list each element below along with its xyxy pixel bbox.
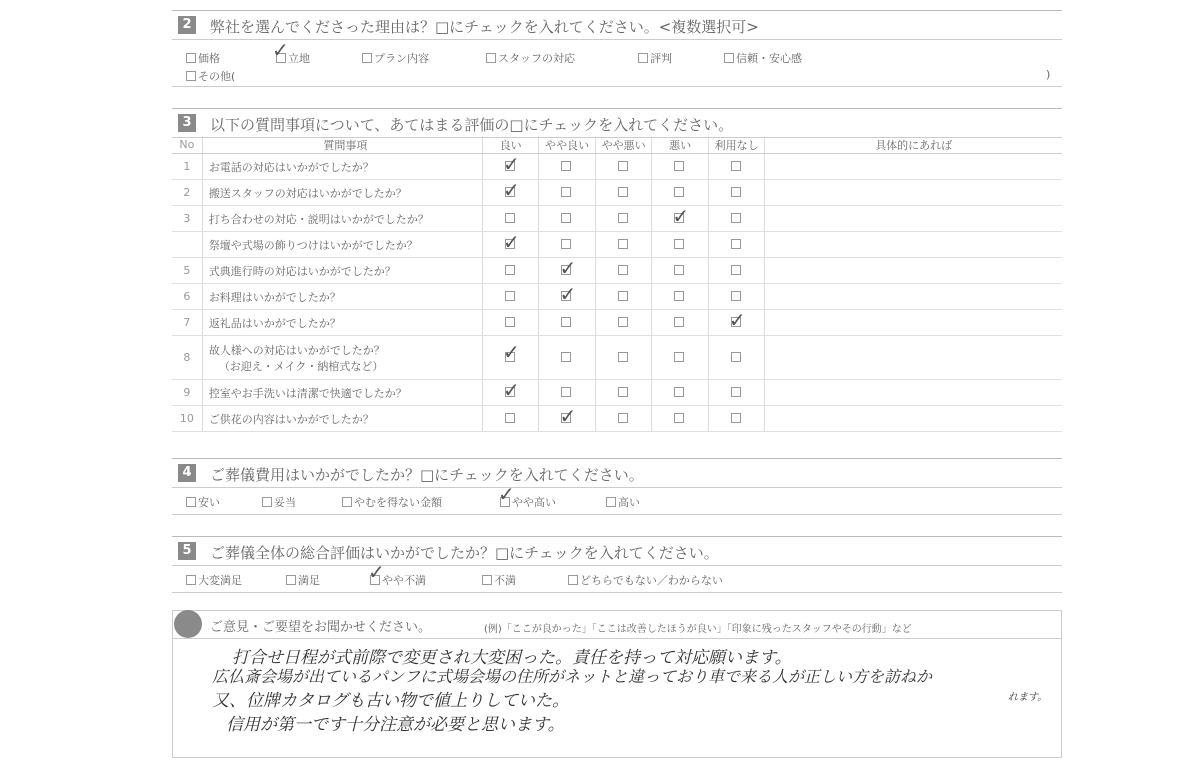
- question-text: お電話の対応はいかがでしたか？: [208, 160, 374, 174]
- comment-cell[interactable]: [765, 180, 1062, 206]
- rating-cell[interactable]: [482, 258, 538, 284]
- rating-cell[interactable]: [539, 380, 595, 406]
- comment-cell[interactable]: [765, 310, 1062, 336]
- rating-cell[interactable]: [652, 180, 708, 206]
- question-cell: [202, 310, 482, 336]
- option-slightly-dissatisfied[interactable]: やや不満: [370, 572, 426, 588]
- checkbox[interactable]: [731, 291, 741, 301]
- rating-cell[interactable]: [652, 206, 708, 232]
- option-neither[interactable]: どちらでもない／わからない: [568, 572, 723, 588]
- question-text: 祭壇や式場の飾りつけはいかがでしたか？: [208, 238, 418, 252]
- rating-cell[interactable]: [539, 336, 595, 380]
- rating-cell[interactable]: [482, 406, 538, 432]
- rating-cell[interactable]: [652, 406, 708, 432]
- question-cell: [202, 406, 482, 432]
- table-row: [172, 206, 1062, 232]
- rating-cell[interactable]: [482, 336, 538, 380]
- question-cell: [202, 258, 482, 284]
- rating-cell[interactable]: [595, 284, 651, 310]
- checkbox[interactable]: [561, 387, 571, 397]
- check-mark-icon: ✓: [272, 38, 289, 62]
- checkbox[interactable]: [618, 317, 628, 327]
- check-mark-icon: ✓: [672, 204, 690, 228]
- row-number: 10: [172, 406, 202, 432]
- question-text: 控室やお手洗いは清潔で快適でしたか？: [208, 386, 407, 400]
- checkbox[interactable]: [505, 265, 515, 275]
- handwritten-line-3: 又、位牌カタログも古い物で値上りしていた。: [212, 691, 569, 711]
- rating-cell[interactable]: [539, 232, 595, 258]
- row-number: [172, 232, 202, 258]
- comment-cell[interactable]: [765, 380, 1062, 406]
- table-row: [172, 232, 1062, 258]
- rating-cell[interactable]: [652, 380, 708, 406]
- header-comment: 具体的にあれば: [765, 136, 1062, 154]
- rating-cell[interactable]: [539, 310, 595, 336]
- checkbox[interactable]: [674, 352, 684, 362]
- option-other[interactable]: その他(: [186, 68, 235, 84]
- section-number: 5: [178, 542, 196, 560]
- header-fairly-bad: やや悪い: [595, 136, 651, 154]
- rating-cell[interactable]: [652, 336, 708, 380]
- checkbox[interactable]: [731, 352, 741, 362]
- checkbox[interactable]: [618, 387, 628, 397]
- checkbox[interactable]: [561, 187, 571, 197]
- comment-cell[interactable]: [765, 154, 1062, 180]
- checkbox[interactable]: [731, 239, 741, 249]
- rating-table: [172, 136, 1062, 432]
- handwritten-line-2: 広仏斎会場が出ているパンフに式場会場の住所がネットと違っており車で来る人が正しい方を訪ねか: [212, 667, 933, 686]
- option-plan[interactable]: プラン内容: [362, 50, 429, 66]
- rating-cell[interactable]: [539, 180, 595, 206]
- section-4: [172, 458, 1062, 514]
- rating-cell[interactable]: [708, 310, 764, 336]
- question-text: お料理はいかがでしたか？: [208, 290, 341, 304]
- rating-cell[interactable]: [595, 336, 651, 380]
- checkbox[interactable]: [674, 413, 684, 423]
- question-text: 返礼品はいかがでしたか？: [208, 316, 341, 330]
- question-subtext: （お迎え・メイク・納棺式など）: [218, 359, 384, 373]
- rating-cell[interactable]: [595, 380, 651, 406]
- checkbox[interactable]: [561, 213, 571, 223]
- table-header-row: [172, 136, 1062, 154]
- checkbox[interactable]: [618, 352, 628, 362]
- question-cell: [202, 336, 482, 380]
- rating-cell[interactable]: [652, 232, 708, 258]
- question-text: 式典進行時の対応はいかがでしたか？: [208, 264, 396, 278]
- rating-cell[interactable]: [708, 284, 764, 310]
- question-cell: [202, 232, 482, 258]
- checkbox[interactable]: [731, 265, 741, 275]
- table-row: [172, 336, 1062, 380]
- checkbox[interactable]: [618, 291, 628, 301]
- check-mark-icon: ✓: [559, 282, 577, 306]
- row-number: 8: [172, 336, 202, 380]
- row-number: 2: [172, 180, 202, 206]
- checkbox[interactable]: [618, 265, 628, 275]
- rating-cell[interactable]: [708, 154, 764, 180]
- checkbox[interactable]: [674, 291, 684, 301]
- rating-cell[interactable]: [482, 180, 538, 206]
- checkbox[interactable]: [731, 161, 741, 171]
- section-5-header: [172, 536, 1062, 566]
- header-fairly-good: やや良い: [539, 136, 595, 154]
- rating-cell[interactable]: [652, 154, 708, 180]
- rating-cell[interactable]: [482, 284, 538, 310]
- option-location[interactable]: 立地: [276, 50, 310, 66]
- comment-cell[interactable]: [765, 336, 1062, 380]
- check-mark-icon: ✓: [498, 482, 515, 506]
- option-staff[interactable]: スタッフの対応: [486, 50, 575, 66]
- section-title: ご意見・ご要望をお聞かせください。: [210, 620, 432, 635]
- check-mark-icon: ✓: [559, 404, 577, 428]
- handwritten-line-4: 信用が第一です十分注意が必要と思います。: [226, 715, 565, 735]
- rating-cell[interactable]: [595, 180, 651, 206]
- checkbox[interactable]: [561, 161, 571, 171]
- table-row: [172, 284, 1062, 310]
- option-other-close: ): [1046, 68, 1051, 81]
- section-title: 以下の質問事項について、あてはまる評価の□にチェックを入れてください。: [210, 116, 734, 134]
- checkbox[interactable]: [674, 161, 684, 171]
- rating-cell[interactable]: [652, 258, 708, 284]
- section-number: 4: [178, 464, 196, 482]
- checkbox[interactable]: [505, 291, 515, 301]
- rating-cell[interactable]: [482, 380, 538, 406]
- option-trust[interactable]: 信頼・安心感: [724, 50, 802, 66]
- checkbox[interactable]: [674, 239, 684, 249]
- checkbox[interactable]: [731, 413, 741, 423]
- rating-cell[interactable]: [482, 206, 538, 232]
- question-text: 打ち合わせの対応・説明はいかがでしたか？: [208, 212, 429, 226]
- checkbox[interactable]: [731, 387, 741, 397]
- rating-cell[interactable]: [708, 336, 764, 380]
- question-cell: [202, 206, 482, 232]
- checkbox[interactable]: [618, 187, 628, 197]
- section-4-header: [172, 458, 1062, 488]
- rating-cell[interactable]: [708, 180, 764, 206]
- checkbox[interactable]: [674, 187, 684, 197]
- rating-cell[interactable]: [708, 206, 764, 232]
- header-no: No: [172, 136, 202, 154]
- rating-cell[interactable]: [482, 232, 538, 258]
- comment-cell[interactable]: [765, 232, 1062, 258]
- check-mark-icon: ✓: [728, 308, 746, 332]
- table-row: [172, 406, 1062, 432]
- table-row: [172, 310, 1062, 336]
- checkbox[interactable]: [731, 213, 741, 223]
- comment-cell[interactable]: [765, 284, 1062, 310]
- rating-cell[interactable]: [482, 310, 538, 336]
- row-number: 7: [172, 310, 202, 336]
- option-cheap[interactable]: 安い: [186, 494, 220, 510]
- section-2: [172, 10, 1062, 86]
- option-high[interactable]: 高い: [606, 494, 640, 510]
- option-slightly-high[interactable]: やや高い: [500, 494, 556, 510]
- rating-cell[interactable]: [539, 154, 595, 180]
- check-mark-icon: ✓: [559, 256, 577, 280]
- checkbox[interactable]: [505, 213, 515, 223]
- rating-cell[interactable]: [595, 232, 651, 258]
- question-cell: [202, 180, 482, 206]
- row-number: 6: [172, 284, 202, 310]
- check-mark-icon: ✓: [502, 340, 520, 364]
- question-text: 搬送スタッフの対応はいかがでしたか？: [208, 186, 407, 200]
- handwritten-line-1: 打合せ日程が式前際で変更され大変困った。責任を持って対応願います。: [232, 648, 792, 668]
- checkbox[interactable]: [674, 317, 684, 327]
- rating-cell[interactable]: [708, 258, 764, 284]
- check-mark-icon: ✓: [502, 230, 520, 254]
- header-question: 質問事項: [202, 136, 482, 154]
- option-satisfied[interactable]: 満足: [286, 572, 320, 588]
- section-number: 3: [178, 114, 196, 132]
- header-bad: 悪い: [652, 136, 708, 154]
- comment-cell[interactable]: [765, 206, 1062, 232]
- rating-cell[interactable]: [652, 284, 708, 310]
- handwritten-aside: れます。: [1008, 692, 1048, 703]
- rating-cell[interactable]: [708, 380, 764, 406]
- header-not-used: 利用なし: [708, 136, 764, 154]
- section-3-header: [172, 108, 1062, 138]
- checkbox[interactable]: [561, 317, 571, 327]
- check-mark-icon: ✓: [502, 378, 520, 402]
- checkbox[interactable]: [674, 265, 684, 275]
- comment-example: (例)「ここが良かった」「ここは改善したほうが良い」「印象に残ったスタッフやその行動」など: [484, 624, 912, 635]
- table-row: [172, 258, 1062, 284]
- question-cell: [202, 284, 482, 310]
- checkbox[interactable]: [618, 161, 628, 171]
- table-row: [172, 380, 1062, 406]
- option-unavoidable[interactable]: やむを得ない金額: [342, 494, 442, 510]
- rating-cell[interactable]: [595, 406, 651, 432]
- section-3: [172, 108, 1062, 442]
- row-number: 1: [172, 154, 202, 180]
- section-title: ご葬儀費用はいかがでしたか？□にチェックを入れてください。: [210, 466, 644, 484]
- rating-cell[interactable]: [539, 206, 595, 232]
- section-title: 弊社を選んでくださった理由は？□にチェックを入れてください。<複数選択可>: [210, 18, 759, 36]
- comment-cell[interactable]: [765, 258, 1062, 284]
- option-price[interactable]: 価格: [186, 50, 220, 66]
- checkbox[interactable]: [561, 239, 571, 249]
- section-2-header: [172, 10, 1062, 40]
- checkbox[interactable]: [505, 413, 515, 423]
- question-text: 故人様への対応はいかがでしたか？: [208, 343, 385, 357]
- checkbox[interactable]: [618, 413, 628, 423]
- option-reasonable[interactable]: 妥当: [262, 494, 296, 510]
- rating-cell[interactable]: [708, 406, 764, 432]
- option-reputation[interactable]: 評判: [638, 50, 672, 66]
- rating-cell[interactable]: [595, 258, 651, 284]
- check-mark-icon: ✓: [368, 560, 385, 584]
- checkbox[interactable]: [505, 317, 515, 327]
- rating-cell[interactable]: [708, 232, 764, 258]
- rating-cell[interactable]: [595, 310, 651, 336]
- section-number: 2: [178, 16, 196, 34]
- table-row: [172, 154, 1062, 180]
- question-cell: [202, 154, 482, 180]
- option-dissatisfied[interactable]: 不満: [482, 572, 516, 588]
- rating-cell[interactable]: [539, 258, 595, 284]
- row-number: 5: [172, 258, 202, 284]
- rating-cell[interactable]: [595, 206, 651, 232]
- check-mark-icon: ✓: [502, 152, 520, 176]
- comment-bubble-icon: [174, 610, 202, 638]
- question-text: ご供花の内容はいかがでしたか？: [208, 412, 374, 426]
- comment-cell[interactable]: [765, 406, 1062, 432]
- row-number: 3: [172, 206, 202, 232]
- checkbox[interactable]: [731, 187, 741, 197]
- checkbox[interactable]: [618, 239, 628, 249]
- section-comments: [172, 610, 1062, 758]
- option-very-satisfied[interactable]: 大変満足: [186, 572, 242, 588]
- rating-cell[interactable]: [539, 284, 595, 310]
- rating-cell[interactable]: [595, 154, 651, 180]
- table-row: [172, 180, 1062, 206]
- section-5: [172, 536, 1062, 592]
- checkbox[interactable]: [561, 352, 571, 362]
- rating-cell[interactable]: [652, 310, 708, 336]
- checkbox[interactable]: [674, 387, 684, 397]
- checkbox[interactable]: [618, 213, 628, 223]
- rating-cell[interactable]: [539, 406, 595, 432]
- section-title: ご葬儀全体の総合評価はいかがでしたか？□にチェックを入れてください。: [210, 544, 719, 562]
- rating-cell[interactable]: [482, 154, 538, 180]
- header-good: 良い: [482, 136, 538, 154]
- check-mark-icon: ✓: [502, 178, 520, 202]
- row-number: 9: [172, 380, 202, 406]
- question-cell: [202, 380, 482, 406]
